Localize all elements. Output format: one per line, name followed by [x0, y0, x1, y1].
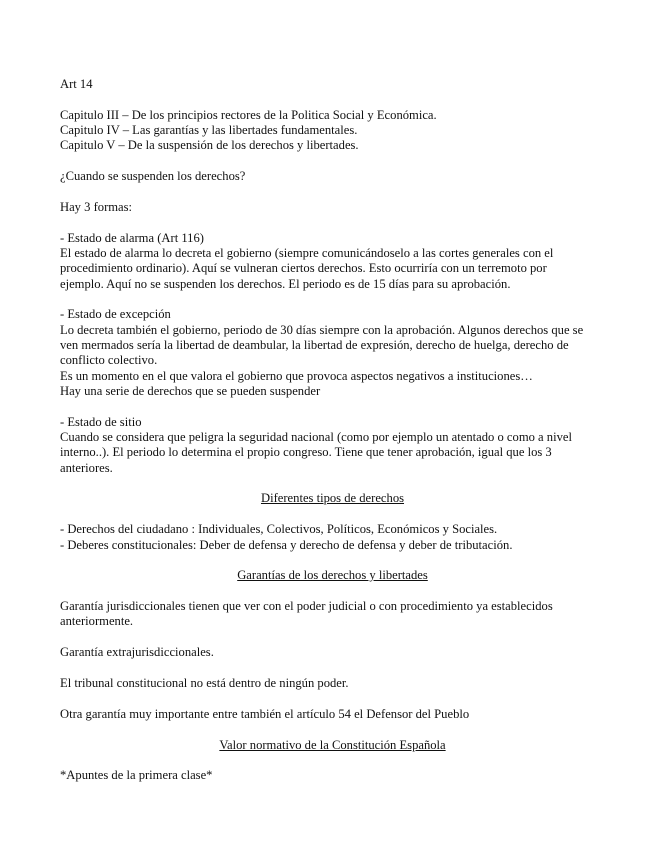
garantias-p1-line: Garantía jurisdiccionales tienen que ver con el poder judicial o con procedimiento ya establecidos: [60, 599, 553, 614]
spacer: [60, 691, 605, 707]
spacer: [60, 215, 605, 231]
garantias-heading-text: Garantías de los derechos y libertades: [237, 568, 428, 583]
garantias-p2: Garantía extrajurisdiccionales.: [60, 645, 214, 660]
tipos-line: - Deberes constitucionales: Deber de defensa y derecho de defensa y deber de tributación.: [60, 537, 513, 552]
sitio-line: Cuando se considera que peligra la seguridad nacional (como por ejemplo un atentado o como a nivel: [60, 430, 572, 445]
spacer: [60, 722, 605, 738]
garantias-heading: [60, 568, 605, 583]
alarma-title: - Estado de alarma (Art 116): [60, 230, 204, 245]
garantias-p3: El tribunal constitucional no está dentro de ningún poder.: [60, 676, 349, 691]
excepcion-title: - Estado de excepción: [60, 307, 171, 322]
question-text: ¿Cuando se suspenden los derechos?: [60, 169, 246, 184]
spacer: [60, 630, 605, 646]
alarma-line: ejemplo. Aquí no se suspenden los derechos. El periodo es de 15 días para su aprobación.: [60, 276, 511, 291]
spacer: [60, 184, 605, 200]
spacer: [60, 553, 605, 569]
spacer: [60, 753, 605, 769]
alarma-line: procedimiento ordinario). Aquí se vulneran ciertos derechos. Esto ocurriría con un terremoto por: [60, 261, 547, 276]
valor-heading-text: Valor normativo de la Constitución Española: [219, 737, 446, 752]
spacer: [60, 584, 605, 600]
chapter-line: Capitulo III – De los principios rectores de la Politica Social y Económica.: [60, 107, 437, 122]
tipos-line: - Derechos del ciudadano : Individuales, Colectivos, Políticos, Económicos y Sociales.: [60, 522, 498, 537]
tipos-heading: [60, 491, 605, 506]
spacer: [60, 399, 605, 415]
garantias-p1-line: anteriormente.: [60, 614, 134, 629]
valor-heading: [60, 738, 605, 753]
sitio-line: interno..). El periodo lo determina el propio congreso. Tiene que tener aprobación, igual que los 3: [60, 445, 552, 460]
spacer: [60, 92, 605, 108]
spacer: [60, 507, 605, 523]
spacer: [60, 292, 605, 308]
spacer: [60, 476, 605, 492]
chapter-line: Capitulo IV – Las garantías y las libertades fundamentales.: [60, 123, 358, 138]
excepcion-line: Es un momento en el que valora el gobierno que provoca aspectos negativos a instituciones…: [60, 368, 533, 383]
alarma-line: El estado de alarma lo decreta el gobierno (siempre comunicándoselo a las cortes generales con el: [60, 246, 554, 261]
spacer: [60, 154, 605, 170]
chapter-line: Capitulo V – De la suspensión de los derechos y libertades.: [60, 138, 359, 153]
document-page: [60, 77, 605, 784]
article-heading: Art 14: [60, 77, 93, 91]
sitio-line: anteriores.: [60, 460, 113, 475]
excepcion-line: conflicto colectivo.: [60, 353, 158, 368]
excepcion-line: Hay una serie de derechos que se pueden suspender: [60, 383, 321, 398]
footer-note: *Apuntes de la primera clase*: [60, 768, 213, 783]
tipos-heading-text: Diferentes tipos de derechos: [260, 491, 405, 506]
excepcion-line: ven mermados sería la libertad de deambular, la libertad de expresión, derecho de huelga, derecho de: [60, 338, 569, 353]
sitio-title: - Estado de sitio: [60, 414, 142, 429]
excepcion-line: Lo decreta también el gobierno, periodo de 30 días siempre con la aprobación. Algunos derechos que se: [60, 322, 584, 337]
garantias-p4: Otra garantía muy importante entre también el artículo 54 el Defensor del Pueblo: [60, 706, 470, 721]
spacer: [60, 661, 605, 677]
intro-text: Hay 3 formas:: [60, 199, 133, 214]
